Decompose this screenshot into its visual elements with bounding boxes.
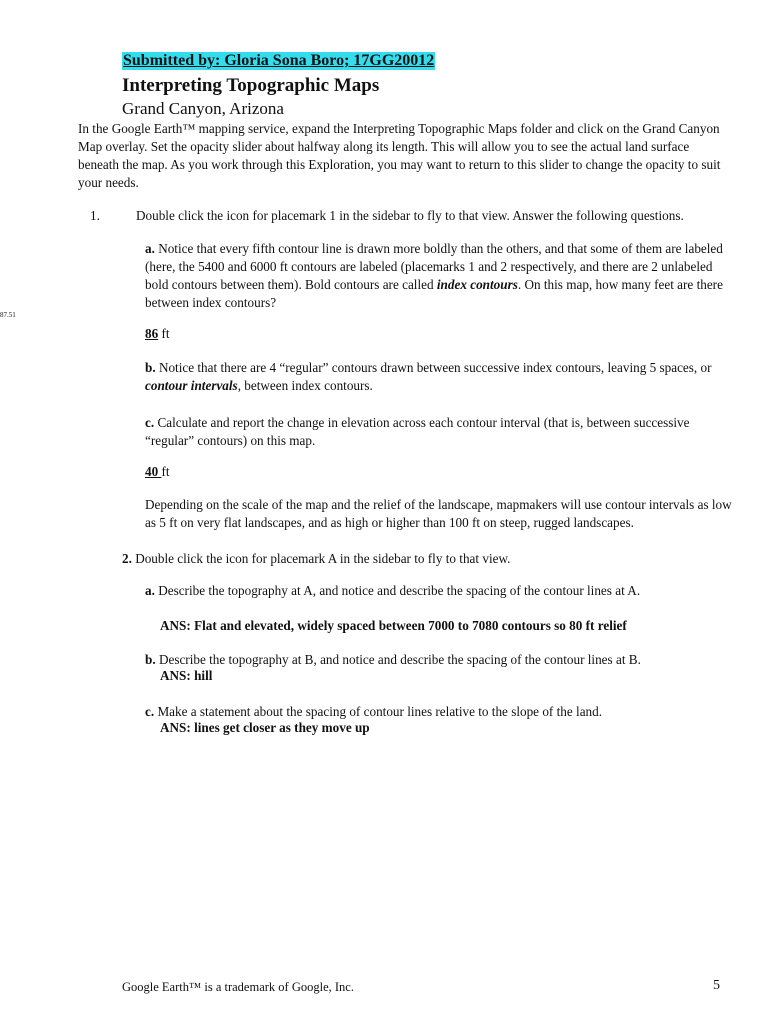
question-1b-text-end: , between index contours.: [237, 378, 373, 393]
question-1b-label: b.: [145, 360, 156, 375]
question-2c: [145, 703, 735, 721]
answer-1a-value: 86: [145, 326, 159, 341]
question-2a-text: Describe the topography at A, and notice and describe the spacing of the contour lines at A.: [154, 583, 641, 598]
page-number: 5: [713, 978, 720, 993]
question-1b-text: Notice that there are 4 “regular” contours drawn between successive index contours, leaving 5 spaces, or: [155, 360, 712, 375]
answer-1c-unit: ft: [161, 464, 170, 479]
question-2a-label: a.: [145, 583, 155, 598]
contour-interval-note: Depending on the scale of the map and the relief of the landscape, mapmakers will use contour intervals as low as 5 ft on very flat landscapes, and as high or higher than 100 ft on steep, rugged landscapes.: [145, 497, 732, 530]
contour-intervals-term: contour intervals: [145, 378, 238, 393]
question-2b-text: Describe the topography at B, and notice and describe the spacing of the contour lines at B.: [155, 652, 641, 667]
answer-1a: [145, 326, 170, 342]
question-2c-text: Make a statement about the spacing of contour lines relative to the slope of the land.: [154, 704, 603, 719]
page-subtitle: Grand Canyon, Arizona: [122, 99, 284, 118]
question-2-number: 2.: [122, 551, 132, 566]
question-2a: [145, 582, 735, 600]
question-1a: [145, 240, 735, 312]
question-2b-label: b.: [145, 652, 156, 667]
answer-2a: ANS: Flat and elevated, widely spaced between 7000 to 7080 contours so 80 ft relief: [160, 618, 627, 633]
question-1c: [145, 414, 735, 450]
question-1b: [145, 359, 735, 395]
question-1a-text-end: . On this map, how many feet are there between index contours?: [145, 277, 723, 310]
question-1a-text: Notice that every fifth contour line is drawn more boldly than the others, and that some of them are labeled (here, the 5400 and 6000 ft contours are labeled (placemarks 1 and 2 respectively, and there are 2 unlabeled bold contours between them). Bold contours are called: [145, 241, 723, 292]
question-1c-text: Calculate and report the change in elevation across each contour interval (that is, between successive “regular” contours) on this map.: [145, 415, 690, 448]
question-2-text: Double click the icon for placemark A in the sidebar to fly to that view.: [131, 551, 511, 566]
question-1-number: 1.: [90, 208, 100, 223]
answer-1c: [145, 464, 170, 480]
answer-1a-unit: ft: [158, 326, 170, 341]
margin-note: 87.51: [0, 311, 16, 319]
question-2b: [145, 651, 735, 669]
question-2c-label: c.: [145, 704, 155, 719]
question-1a-label: a.: [145, 241, 155, 256]
submitted-by: Submitted by: Gloria Sona Boro; 17GG20012: [123, 52, 435, 69]
answer-2c: ANS: lines get closer as they move up: [160, 720, 370, 735]
question-1-text: Double click the icon for placemark 1 in the sidebar to fly to that view. Answer the following questions.: [136, 208, 684, 223]
answer-1c-value: 40: [145, 464, 162, 479]
intro-paragraph: In the Google Earth™ mapping service, expand the Interpreting Topographic Maps folder and click on the Grand Canyon Map overlay. Set the opacity slider about halfway along its length. This will allow you to see the actual land surface beneath the map. As you work through this Exploration, you may want to return to this slider to change the opacity to suit your needs.: [78, 121, 721, 190]
page-title: Interpreting Topographic Maps: [122, 75, 380, 96]
answer-2b: ANS: hill: [160, 668, 213, 683]
question-2: [122, 550, 732, 568]
question-1c-label: c.: [145, 415, 155, 430]
footer-trademark: Google Earth™ is a trademark of Google, Inc.: [122, 980, 354, 994]
index-contours-term: index contours: [436, 277, 518, 292]
